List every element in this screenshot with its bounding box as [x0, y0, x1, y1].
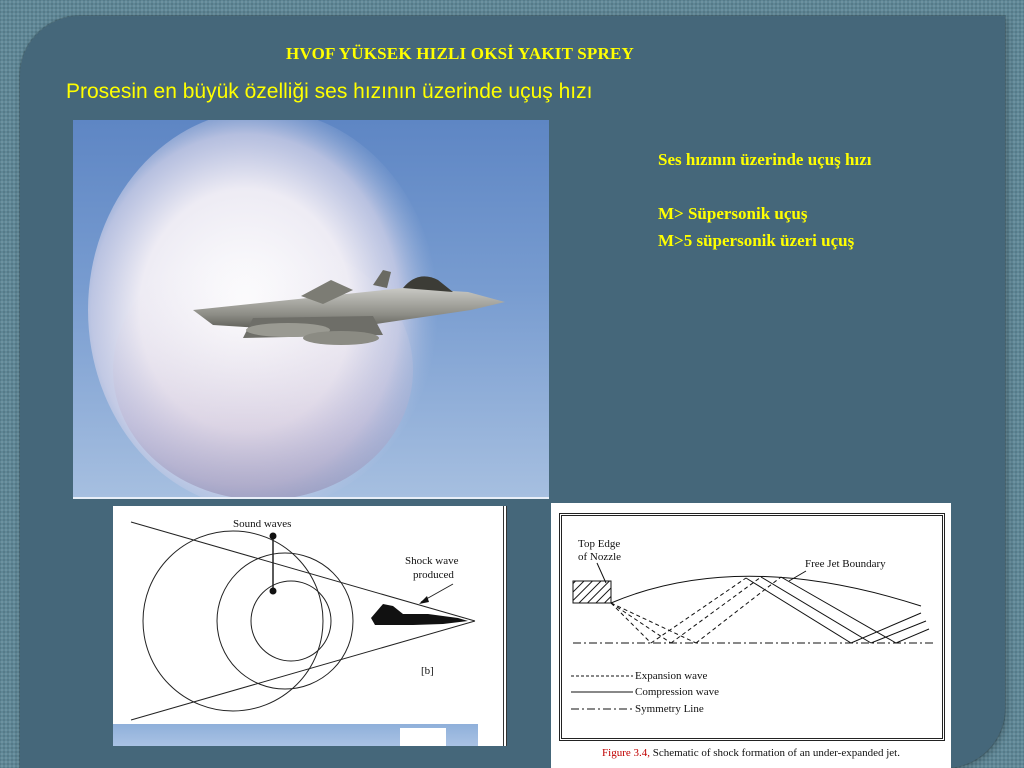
side-text-gap — [658, 173, 1008, 200]
expansion-waves — [611, 577, 781, 643]
sound-wave-circle-medium — [217, 553, 353, 689]
sound-wave-circle-large — [143, 531, 323, 711]
sound-waves-pointer-dot-top — [270, 533, 277, 540]
legend-expansion-label: Expansion wave — [635, 670, 708, 682]
label-b: [b] — [421, 665, 434, 677]
nozzle-top-edge — [573, 581, 611, 603]
shock-formation-diagram — [551, 503, 951, 743]
side-text-line-2: M> Süpersonik uçuş — [658, 204, 808, 223]
figure-number: Figure 3.4, — [602, 747, 651, 759]
jet-vapor-cone-photo — [73, 120, 549, 499]
sound-waves-pointer-dot-bottom — [270, 588, 277, 595]
side-text-line-1: Ses hızının üzerinde uçuş hızı — [658, 150, 872, 169]
sound-waves-diagram — [113, 506, 503, 746]
label-shock-wave-line1: Shock wave — [405, 555, 459, 567]
figure-caption-text: Schematic of shock formation of an under-expanded jet. — [650, 747, 900, 759]
side-text-block — [658, 146, 1008, 254]
label-top-edge-line2: of Nozzle — [578, 551, 622, 563]
label-top-edge-line1: Top Edge — [578, 538, 621, 550]
label-sound-waves: Sound waves — [233, 518, 292, 530]
nozzle-pointer — [597, 563, 606, 583]
legend-symmetry-label: Symmetry Line — [635, 703, 704, 715]
vapor-cone-shade — [113, 240, 413, 497]
sound-waves-figure — [113, 506, 507, 746]
label-shock-wave-line2: produced — [413, 569, 454, 581]
jet-photo-illustration — [73, 120, 549, 497]
shock-formation-figure — [551, 503, 951, 768]
arrow-head-icon — [419, 596, 429, 604]
figure-caption — [551, 747, 951, 759]
free-jet-boundary — [611, 576, 921, 606]
slide-title: HVOF YÜKSEK HIZLI OKSİ YAKIT SPREY — [286, 44, 634, 63]
photo-fragment-strip — [113, 724, 478, 746]
white-box — [400, 728, 446, 746]
compression-waves — [746, 577, 929, 643]
slide-subtitle: Prosesin en büyük özelliği ses hızının üzerinde uçuş hızı — [66, 80, 593, 103]
legend-compression-label: Compression wave — [635, 686, 720, 698]
sound-wave-circle-small — [251, 581, 331, 661]
side-text-line-3: M>5 süpersonik üzeri uçuş — [658, 231, 855, 250]
label-free-jet-boundary: Free Jet Boundary — [805, 558, 886, 570]
